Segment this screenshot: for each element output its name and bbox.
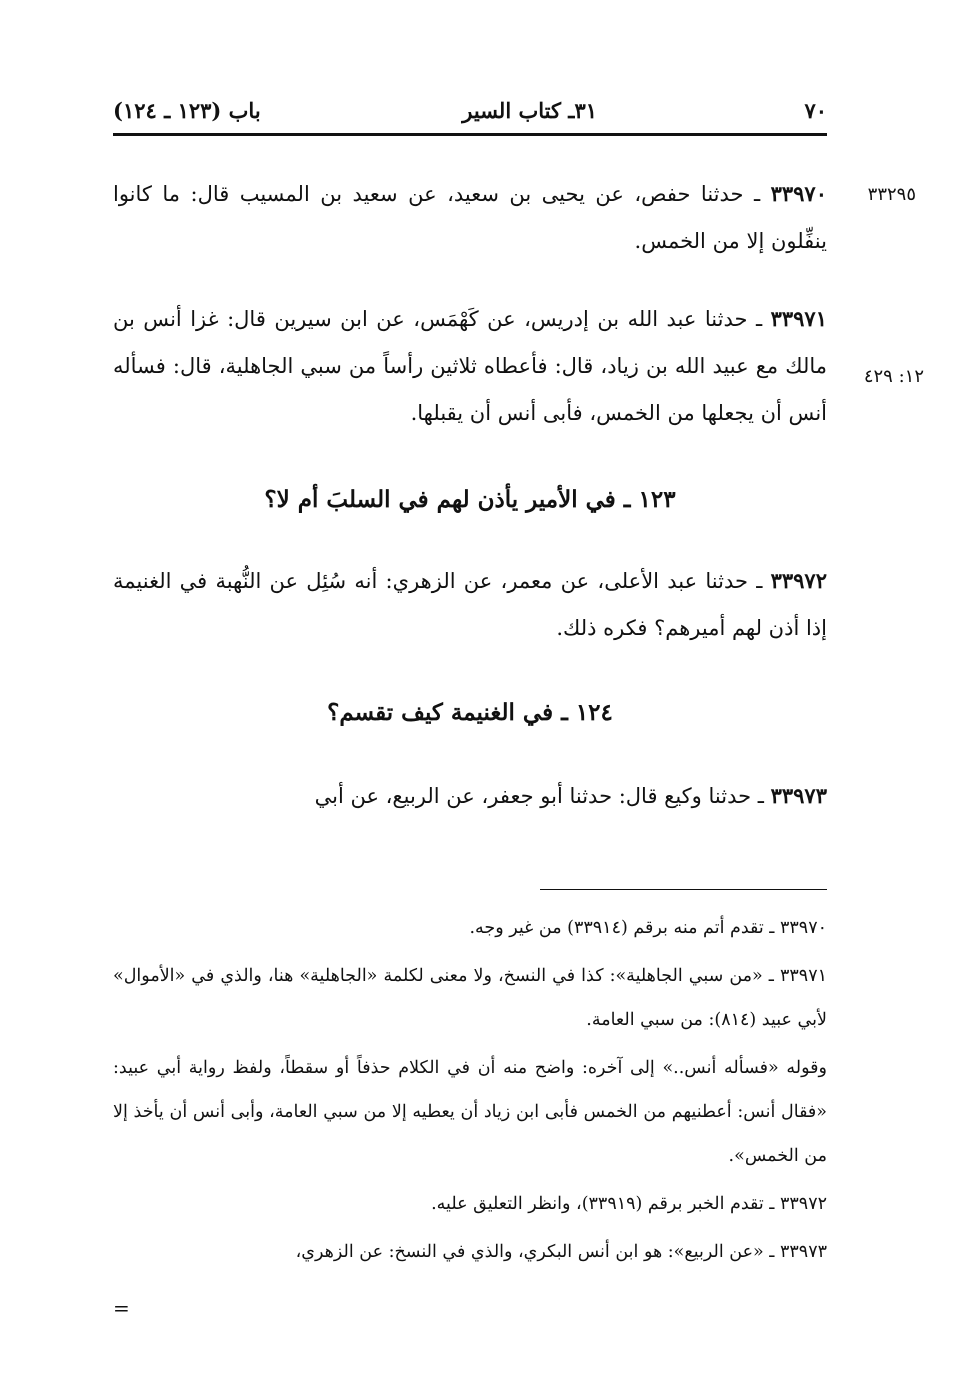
footnote: ٣٣٩٧٢ ـ تقدم الخبر برقم (٣٣٩١٩)، وانظر التعليق عليه. — [431, 1194, 827, 1214]
hadith-paragraph — [113, 295, 827, 437]
footnote: ٣٣٩٧١ ـ «من سبي الجاهلية»: كذا في النسخ، ولا معنى لكلمة «الجاهلية» هنا، والذي في «الأموال» لأبي عبيد (٨١٤): من سبي العامة. — [113, 966, 827, 1030]
page-number: ٧٠ — [804, 98, 827, 123]
footnote: ٣٣٩٧٣ ـ «عن الربيع»: هو ابن أنس البكري، والذي في النسخ: عن الزهري، — [295, 1242, 827, 1262]
footnote: وقوله «فسأله أنس..» إلى آخره: واضح منه أن في الكلام حذفاً أو سقطاً، ولفظ رواية أبي عبيد: «فقال أنس: أعطنيهم من الخمس فأبى ابن زياد أن يعطيه إلا من سبي العامة، وأبى أنس أن يأخذ إلا من الخمس». — [113, 1058, 827, 1166]
footnote-separator — [540, 889, 827, 890]
hadith-text: ـ حدثنا حفص، عن يحيى بن سعيد، عن سعيد بن المسيب قال: ما كانوا ينفِّلون إلا من الخمس. — [113, 182, 827, 253]
running-header — [113, 92, 827, 136]
chapter-heading: ١٢٤ ـ في الغنيمة كيف تقسم؟ — [327, 699, 613, 726]
book-title: ٣١ـ كتاب السير — [462, 98, 597, 123]
chapter-heading: ١٢٣ ـ في الأمير يأذن لهم في السلبَ أم لا؟ — [264, 486, 676, 513]
margin-reference: ٣٣٢٩٥ — [867, 184, 916, 205]
footnote-continuation-mark: = — [113, 1296, 130, 1320]
hadith-text: ـ حدثنا عبد الله بن إدريس، عن كَهْمَس، عن ابن سيرين قال: غزا أنس بن مالك مع عبيد الله بن زياد، قال: فأعطاه ثلاثين رأساً من سبي الجاهلية، قال: فسأله أنس أن يجعلها من الخمس، فأبى أنس أن يقبلها. — [113, 307, 827, 425]
footnotes — [113, 906, 827, 1274]
chapter-range: باب (١٢٣ ـ ١٢٤) — [113, 98, 261, 123]
footnote: ٣٣٩٧٠ ـ تقدم أتم منه برقم (٣٣٩١٤) من غير وجه. — [469, 918, 827, 938]
hadith-number: ٣٣٩٧٢ — [770, 568, 827, 593]
hadith-paragraph — [113, 557, 827, 652]
hadith-text: ـ حدثنا وكيع قال: حدثنا أبو جعفر، عن الربيع، عن أبي — [314, 784, 771, 808]
hadith-paragraph — [113, 170, 827, 265]
header-rule — [113, 133, 827, 136]
margin-reference: ١٢: ٤٢٩ — [863, 366, 924, 387]
hadith-text: ـ حدثنا عبد الأعلى، عن معمر، عن الزهري: أنه سُئِل عن النُّهبة في الغنيمة إذا أذن لهم أميرهم؟ فكره ذلك. — [113, 569, 827, 640]
hadith-number: ٣٣٩٧١ — [770, 306, 827, 331]
hadith-number: ٣٣٩٧٣ — [770, 783, 827, 808]
main-text — [113, 170, 827, 820]
hadith-paragraph — [113, 772, 827, 820]
hadith-number: ٣٣٩٧٠ — [770, 181, 827, 206]
